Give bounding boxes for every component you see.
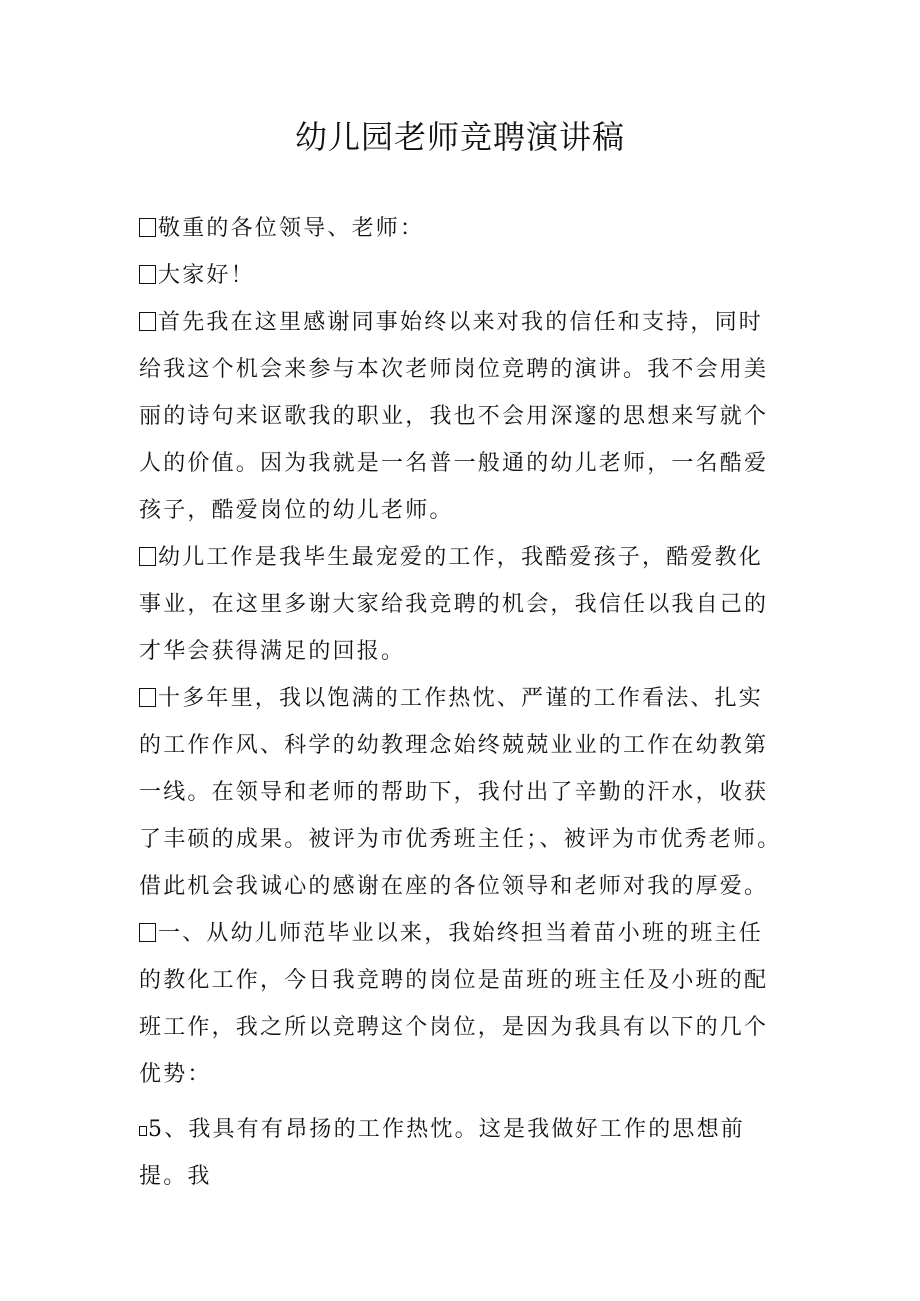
- paragraph-thanks: [139, 299, 787, 534]
- paragraph-text: 十多年里，我以饱满的工作热忱、严谨的工作看法、扎实的工作作风、科学的幼教理念始终兢兢业业的工作在幼教第一线。在领导和老师的帮助下，我付出了辛勤的汗水，收获了丰硕的成果。被评为市优秀班主任；、被评为市优秀老师。借此机会我诚心的感谢在座的各位领导和老师对我的厚爱。: [139, 686, 782, 899]
- document-body: [139, 205, 787, 1200]
- paragraph-greeting: [139, 252, 787, 299]
- paragraph-section-one: [139, 910, 787, 1098]
- checkbox-glyph-icon: [139, 547, 156, 566]
- checkbox-glyph-icon: [139, 1126, 147, 1136]
- paragraph-experience: [139, 675, 787, 910]
- checkbox-glyph-icon: [139, 312, 156, 331]
- checkbox-glyph-icon: [139, 688, 156, 707]
- page-title: 幼儿园老师竞聘演讲稿: [294, 118, 625, 156]
- paragraph-salutation: [139, 205, 787, 252]
- paragraph-text: 5、我具有有昂扬的工作热忱。这是我做好工作的思想前提。我: [139, 1117, 745, 1189]
- paragraph-text: 敬重的各位领导、老师：: [158, 216, 425, 241]
- paragraph-text: 幼儿工作是我毕生最宠爱的工作，我酷爱孩子，酷爱教化事业，在这里多谢大家给我竞聘的机会，我信任以我自己的才华会获得满足的回报。: [139, 545, 769, 664]
- checkbox-glyph-icon: [139, 218, 156, 237]
- paragraph-text: 首先我在这里感谢同事始终以来对我的信任和支持，同时给我这个机会来参与本次老师岗位竞聘的演讲。我不会用美丽的诗句来讴歌我的职业，我也不会用深邃的思想来写就个人的价值。因为我就是一名普一般通的幼儿老师，一名酷爱孩子，酷爱岗位的幼儿老师。: [139, 310, 769, 523]
- paragraph-text: 一、从幼儿师范毕业以来，我始终担当着苗小班的班主任的教化工作，今日我竞聘的岗位是苗班的班主任及小班的配班工作，我之所以竞聘这个岗位，是因为我具有以下的几个优势：: [139, 921, 769, 1087]
- paragraph-item-five: [139, 1106, 787, 1200]
- checkbox-glyph-icon: [139, 923, 156, 942]
- checkbox-glyph-icon: [139, 265, 156, 284]
- paragraph-love-of-work: [139, 534, 787, 675]
- paragraph-text: 大家好！: [158, 263, 255, 288]
